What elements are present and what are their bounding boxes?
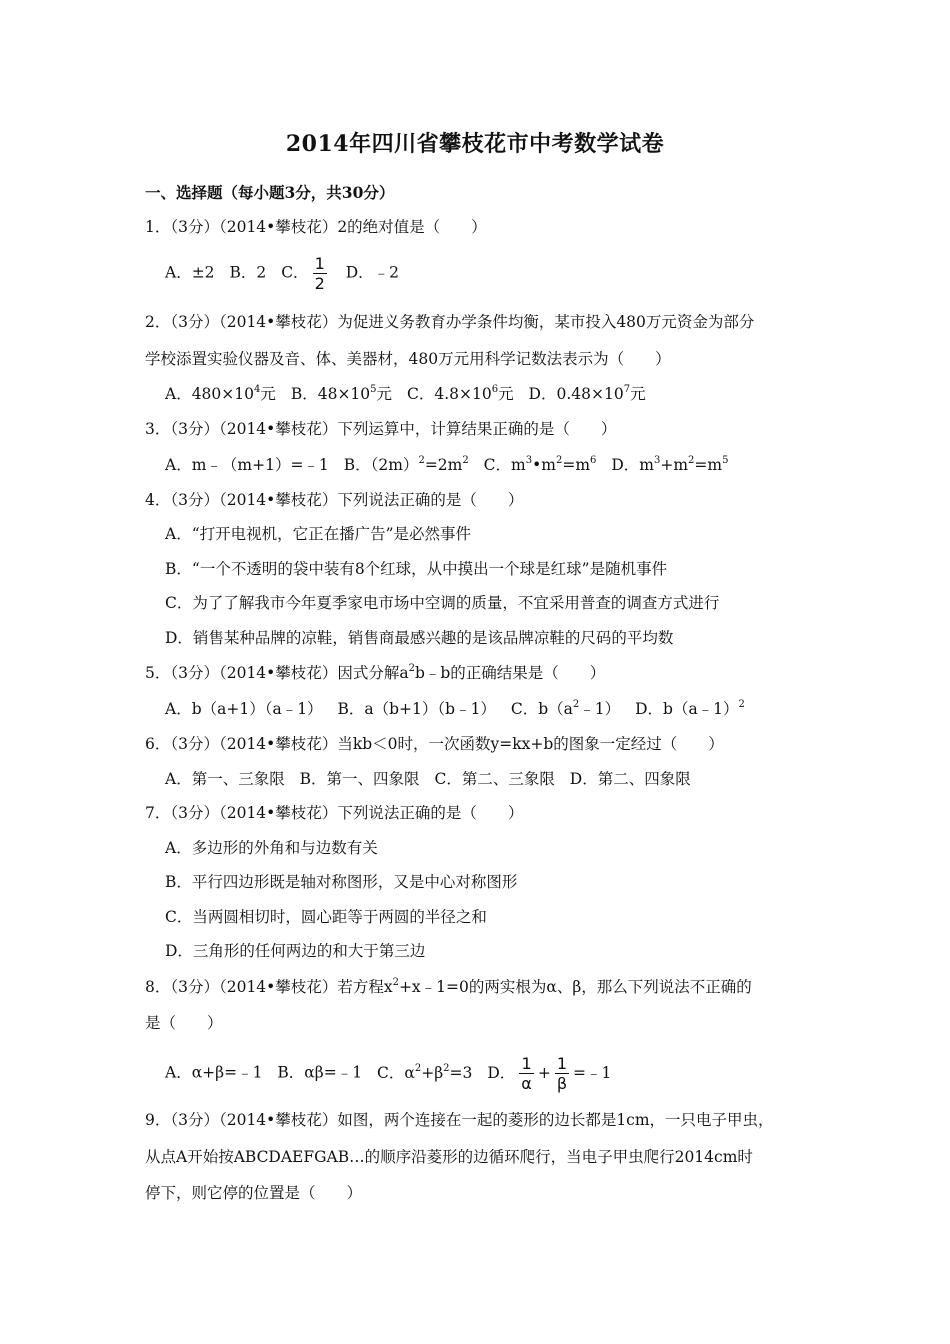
q8-option-b: B．αβ=﹣1 <box>277 1063 363 1082</box>
q2-option-a: A．$480\times 10^4$元 <box>165 384 276 403</box>
question-3-options <box>165 455 728 475</box>
q8-fraction-alpha: $\frac{1}{\alpha}$ <box>521 1054 532 1093</box>
q4-option-b: B．“一个不透明的袋中装有8个红球，从中摸出一个球是红球”是随机事件 <box>165 560 668 578</box>
question-8-options <box>165 1054 611 1093</box>
q6-option-a: A．第一、三象限 <box>165 770 285 788</box>
question-3-stem: 3．（3分）（2014•攀枝花）下列运算中，计算结果正确的是（ ） <box>145 420 617 438</box>
question-1-options <box>165 254 399 293</box>
q3-option-a: A．m﹣（m+1）=﹣1 <box>165 456 329 474</box>
question-9-stem-line-3: 停下，则它停的位置是（ ） <box>145 1184 363 1202</box>
question-6-stem: 6．（3分）（2014•攀枝花）当kb＜0时，一次函数y=kx+b的图象一定经过（ ） <box>145 735 724 753</box>
question-1-stem: 1．（3分）（2014•攀枝花）2的绝对值是（ ） <box>145 218 487 236</box>
q3-option-b: B．$(2m)^2=2m^2$ <box>343 455 469 474</box>
q8-option-d: D． $\frac{1}{\alpha}$ + $\frac{1}{\beta}$ =﹣1 <box>487 1054 612 1093</box>
q4-option-a: A．“打开电视机，它正在播广告”是必然事件 <box>165 525 472 543</box>
q5-option-d: D．b（a﹣1）$^2$ <box>635 699 745 718</box>
q5-option-b: B．a（b+1）（b﹣1） <box>337 700 496 718</box>
question-9-stem-line-2: 从点A开始按ABCDAEFGAB…的顺序沿菱形的边循环爬行，当电子甲虫爬行2014cm时 <box>145 1148 753 1166</box>
q1-fraction-num: 1 <box>314 254 325 273</box>
q1-option-c: C． <box>281 263 309 282</box>
question-9-stem-line-1: 9．（3分）（2014•攀枝花）如图，两个连接在一起的菱形的边长都是1cm，一只电子甲虫， <box>145 1111 774 1129</box>
q8-option-c: C．$\alpha^2+\beta^2=3$ <box>377 1062 473 1082</box>
q5-option-a: A．b（a+1）（a﹣1） <box>165 700 323 718</box>
q8-option-a: A．α+β=﹣1 <box>165 1063 263 1082</box>
q2-option-b: B．$48\times 10^5$元 <box>290 384 393 403</box>
q3-option-d: D．$m^3+m^2=m^5$ <box>611 455 729 474</box>
q1-option-b: B．2 <box>229 263 267 282</box>
q4-option-d: D．销售某种品牌的凉鞋，销售商最感兴趣的是该品牌凉鞋的尺码的平均数 <box>165 629 674 647</box>
q1-fraction <box>313 254 327 293</box>
q4-option-c: C．为了了解我市今年夏季家电市场中空调的质量，不宜采用普查的调查方式进行 <box>165 594 720 612</box>
question-2-options <box>165 384 646 404</box>
question-5-stem: 5．（3分）（2014•攀枝花）因式分解$a^2b﹣b$的正确结果是（ ） <box>145 663 606 682</box>
q6-option-c: C．第二、三象限 <box>434 770 555 788</box>
q7-option-c: C．当两圆相切时，圆心距等于两圆的半径之和 <box>165 908 487 926</box>
q7-option-a: A．多边形的外角和与边数有关 <box>165 839 378 857</box>
q7-option-b: B．平行四边形既是轴对称图形，又是中心对称图形 <box>165 873 518 891</box>
q1-fraction-den: 2 <box>314 274 325 293</box>
q8-fraction-beta: $\frac{1}{\beta}$ <box>556 1054 568 1093</box>
q6-option-d: D．第二、四象限 <box>569 770 691 788</box>
question-8-stem-line-1: 8．（3分）（2014•攀枝花）若方程$x^2+x﹣1=0$的两实根为α、β，那么下列说法不正确的 <box>145 977 752 996</box>
question-4-stem: 4．（3分）（2014•攀枝花）下列说法正确的是（ ） <box>145 491 524 509</box>
question-2-stem-line-1: 2．（3分）（2014•攀枝花）为促进义务教育办学条件均衡，某市投入480万元资金为部分 <box>145 313 755 331</box>
q2-option-d: D．$0.48\times 10^7$元 <box>528 384 646 403</box>
q6-option-b: B．第一、四象限 <box>299 770 420 788</box>
question-6-options <box>165 769 691 789</box>
q7-option-d: D．三角形的任何两边的和大于第三边 <box>165 942 426 960</box>
q2-option-c: C．$4.8\times 10^6$元 <box>406 384 514 403</box>
q1-option-a: A．±2 <box>165 263 215 282</box>
q1-option-d: D．﹣2 <box>345 263 399 282</box>
q5-option-c: C．$b(a^2﹣1)$ <box>510 699 621 718</box>
q3-option-c: C．$m^3•m^2=m^6$ <box>483 455 597 474</box>
question-8-stem-line-2: 是（ ） <box>145 1014 223 1032</box>
question-7-stem: 7．（3分）（2014•攀枝花）下列说法正确的是（ ） <box>145 804 524 822</box>
section-heading: 一、选择题（每小题3分，共30分） <box>145 183 395 202</box>
question-5-options <box>165 699 745 719</box>
question-2-stem-line-2: 学校添置实验仪器及音、体、美器材，480万元用科学记数法表示为（ ） <box>145 350 671 368</box>
page-title: 2014年四川省攀枝花市中考数学试卷 <box>285 131 665 157</box>
